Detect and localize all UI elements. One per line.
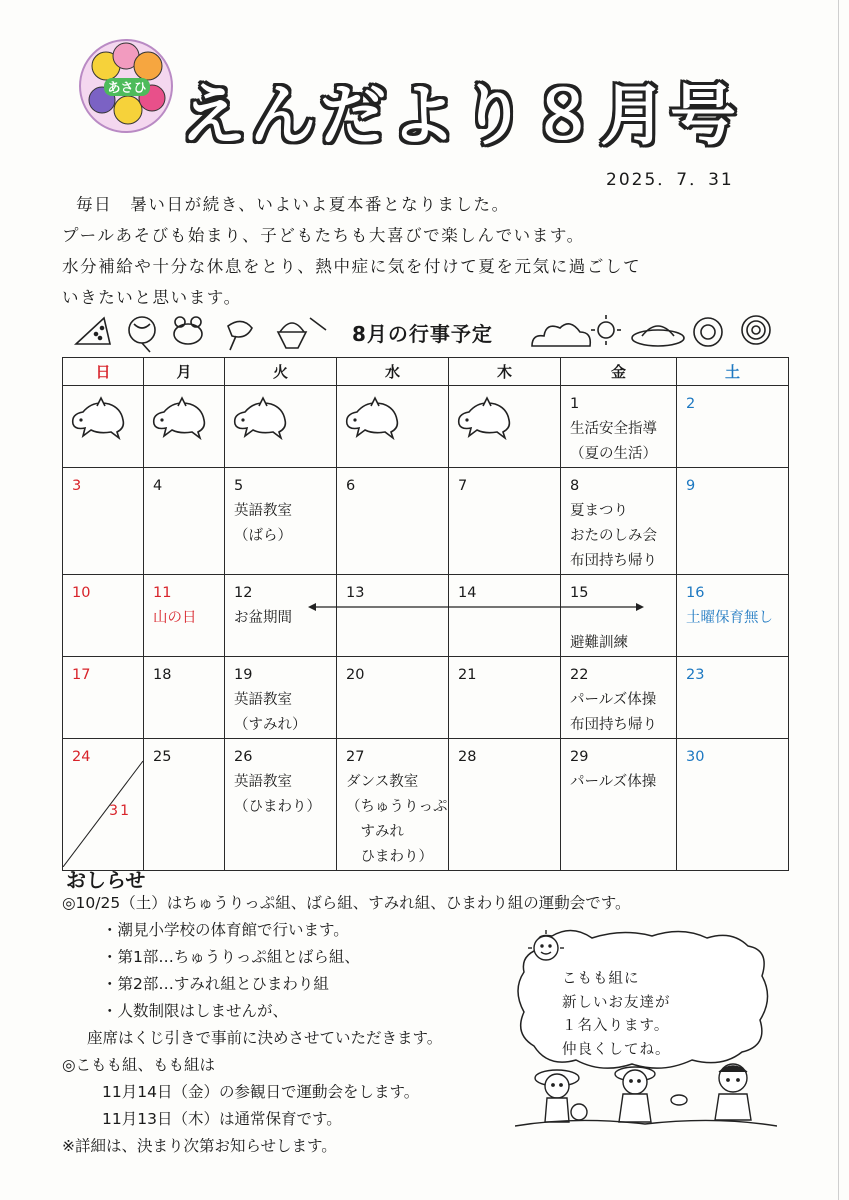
- day-number: 25: [153, 749, 172, 765]
- child-icon: [535, 1070, 587, 1122]
- event-text: すみれ: [346, 824, 404, 840]
- event-text: （ひまわり）: [234, 799, 321, 815]
- august-calendar: [62, 357, 789, 871]
- day-number: 10: [72, 585, 91, 601]
- notice-heading: おしらせ: [66, 868, 146, 892]
- event-text: パールズ体操: [570, 692, 657, 708]
- calendar-day-cell: [225, 386, 337, 468]
- event-text: 生活安全指導: [570, 421, 657, 437]
- day-number: 11: [153, 585, 172, 601]
- intro-line: プールあそびも始まり、子どもたちも大喜びで楽しんでいます。: [62, 226, 585, 245]
- notice-line: ・人数制限はしませんが、: [102, 1002, 289, 1020]
- event-text: パールズ体操: [570, 774, 657, 790]
- weekday-thu: 木: [449, 358, 561, 386]
- calendar-day-cell: [144, 386, 225, 468]
- notice-line: ・第2部…すみれ組とひまわり組: [102, 975, 329, 993]
- day-number: 24: [72, 749, 91, 765]
- dolphin-icon: [455, 394, 513, 440]
- day-number: 29: [570, 749, 589, 765]
- calendar-day-cell: [144, 575, 225, 657]
- calendar-day-cell: [449, 575, 561, 657]
- weekday-fri: 金: [561, 358, 677, 386]
- day-number: 17: [72, 667, 91, 683]
- calendar-day-cell: [144, 657, 225, 739]
- event-text: 英語教室: [234, 692, 292, 708]
- notice-line: ・第1部…ちゅうりっぷ組とばら組、: [102, 948, 360, 966]
- notice-line: ◎こもも組、もも組は: [62, 1056, 216, 1074]
- school-logo: [76, 36, 176, 136]
- dolphin-icon: [69, 394, 127, 440]
- bubble-line: こもも組に: [562, 971, 640, 987]
- calendar-day-cell: [337, 468, 449, 575]
- event-text: 布団持ち帰り: [570, 553, 657, 569]
- day-number: 9: [686, 478, 696, 494]
- event-text: 英語教室: [234, 503, 292, 519]
- event-text: 避難訓練: [570, 635, 628, 651]
- child-icon: [615, 1067, 655, 1122]
- child-icon: [715, 1064, 751, 1120]
- day-number: 8: [570, 478, 580, 494]
- notice-line: 11月14日（金）の参観日で運動会をします。: [102, 1083, 420, 1101]
- weekday-wed: 水: [337, 358, 449, 386]
- day-number-31: 31: [109, 803, 131, 819]
- day-number: 5: [234, 478, 244, 494]
- notice-line: ◎10/25（土）はちゅうりっぷ組、ばら組、すみれ組、ひまわり組の運動会です。: [62, 894, 631, 912]
- event-text: お盆期間: [234, 610, 292, 626]
- calendar-day-cell: [225, 575, 337, 657]
- calendar-day-cell: [561, 657, 677, 739]
- bubble-line: 新しいお友達が: [562, 994, 671, 1011]
- notice-line: ・潮見小学校の体育館で行います。: [102, 921, 349, 939]
- day-number: 28: [458, 749, 477, 765]
- day-number: 6: [346, 478, 356, 494]
- intro-line: いきたいと思います。: [62, 288, 242, 307]
- day-number: 4: [153, 478, 163, 494]
- summer-doodles-left: [70, 310, 340, 355]
- calendar-day-cell: [225, 468, 337, 575]
- sun-icon: [591, 315, 621, 345]
- fan-icon: [129, 317, 155, 352]
- day-number: 7: [458, 478, 468, 494]
- calendar-day-cell: [677, 575, 789, 657]
- day-number: 2: [686, 396, 696, 412]
- day-number: 12: [234, 585, 253, 601]
- intro-paragraph: [62, 189, 641, 313]
- day-number: 14: [458, 585, 477, 601]
- event-text: （ちゅうりっぷ: [346, 799, 448, 815]
- calendar-day-cell: [337, 386, 449, 468]
- calendar-day-cell: [225, 739, 337, 871]
- calendar-day-cell: [561, 575, 677, 657]
- day-number: 15: [570, 585, 589, 601]
- calendar-day-cell: [63, 657, 144, 739]
- logo-text: あさひ: [107, 81, 147, 96]
- calendar-day-cell: [337, 739, 449, 871]
- weekday-header-row: [63, 358, 789, 386]
- calendar-week-row: [63, 468, 789, 575]
- calendar-day-cell: [144, 468, 225, 575]
- event-text: （すみれ）: [234, 717, 307, 733]
- calendar-week-row: [63, 657, 789, 739]
- calendar-day-cell: [337, 657, 449, 739]
- calendar-day-cell: [337, 575, 449, 657]
- crab-icon: [671, 1095, 687, 1105]
- event-text: ひまわり）: [346, 849, 433, 865]
- sunflower-icon: [694, 318, 722, 346]
- calendar-day-cell: [63, 386, 144, 468]
- shaved-ice-icon: [278, 318, 326, 348]
- calendar-day-cell: [449, 468, 561, 575]
- straw-hat-icon: [632, 326, 684, 346]
- obon-period-arrow: [308, 601, 644, 613]
- notice-line: ※詳細は、決まり次第お知らせします。: [62, 1137, 337, 1155]
- event-text: （ばら）: [234, 528, 292, 544]
- day-number: 20: [346, 667, 365, 683]
- day-number: 27: [346, 749, 365, 765]
- day-number: 3: [72, 478, 82, 494]
- calendar-day-cell: [677, 468, 789, 575]
- lollipop-icon: [228, 321, 252, 350]
- calendar-day-cell: [677, 657, 789, 739]
- calendar-day-cell: [225, 657, 337, 739]
- calendar-day-cell: [561, 739, 677, 871]
- calendar-day-cell: [561, 468, 677, 575]
- issue-date: 2025．7．31: [606, 170, 734, 190]
- calendar-day-cell: [63, 468, 144, 575]
- split-day-diagonal: [63, 739, 143, 867]
- event-text: 土曜保育無し: [686, 610, 773, 626]
- dolphin-icon: [231, 394, 289, 440]
- event-text: ダンス教室: [346, 774, 419, 790]
- kids-at-beach-illustration: [515, 1060, 777, 1132]
- day-number: 18: [153, 667, 172, 683]
- day-number: 23: [686, 667, 705, 683]
- bubble-line: １名入ります。: [562, 1018, 670, 1034]
- event-text: おたのしみ会: [570, 528, 657, 544]
- mosquito-coil-icon: [742, 316, 770, 344]
- intro-line: 水分補給や十分な休息をとり、熱中症に気を付けて夏を元気に過ごして: [62, 257, 642, 276]
- weekday-sun: 日: [63, 358, 144, 386]
- day-number: 26: [234, 749, 253, 765]
- intro-line: 毎日 暑い日が続き、いよいよ夏本番となりました。: [76, 195, 510, 214]
- day-number: 19: [234, 667, 253, 683]
- calendar-week-row: [63, 575, 789, 657]
- event-text: 山の日: [153, 610, 197, 626]
- event-text: 布団持ち帰り: [570, 717, 657, 733]
- calendar-day-cell: [561, 386, 677, 468]
- calendar-day-cell: [63, 739, 144, 871]
- frog-icon: [174, 317, 202, 344]
- calendar-day-cell: [449, 386, 561, 468]
- dolphin-icon: [150, 394, 208, 440]
- new-friend-message: [562, 968, 671, 1062]
- cloud-icon: [532, 324, 590, 346]
- page-title: えんだより８月号: [180, 77, 740, 154]
- notice-line: 11月13日（木）は通常保育です。: [102, 1110, 342, 1128]
- event-text: 夏まつり: [570, 503, 628, 519]
- dolphin-icon: [343, 394, 401, 440]
- calendar-week-row: [63, 386, 789, 468]
- page-edge-line: [838, 0, 839, 1200]
- day-number: 21: [458, 667, 477, 683]
- weekday-tue: 火: [225, 358, 337, 386]
- event-text: 英語教室: [234, 774, 292, 790]
- calendar-day-cell: [63, 575, 144, 657]
- watermelon-icon: [76, 318, 110, 344]
- weekday-sat: 土: [677, 358, 789, 386]
- bubble-line: 仲良くしてね。: [562, 1041, 671, 1058]
- calendar-day-cell: [677, 386, 789, 468]
- schedule-title: 8月の行事予定: [352, 322, 493, 346]
- calendar-day-cell: [449, 657, 561, 739]
- summer-doodles-right: [528, 310, 788, 355]
- day-number: 16: [686, 585, 705, 601]
- day-number: 1: [570, 396, 580, 412]
- day-number: 13: [346, 585, 365, 601]
- calendar-week-row: [63, 739, 789, 871]
- event-text: （夏の生活）: [570, 446, 657, 462]
- calendar-day-cell: [677, 739, 789, 871]
- calendar-day-cell: [449, 739, 561, 871]
- day-number: 22: [570, 667, 589, 683]
- notice-line: 座席はくじ引きで事前に決めさせていただきます。: [87, 1029, 443, 1047]
- weekday-mon: 月: [144, 358, 225, 386]
- day-number: 30: [686, 749, 705, 765]
- calendar-day-cell: [144, 739, 225, 871]
